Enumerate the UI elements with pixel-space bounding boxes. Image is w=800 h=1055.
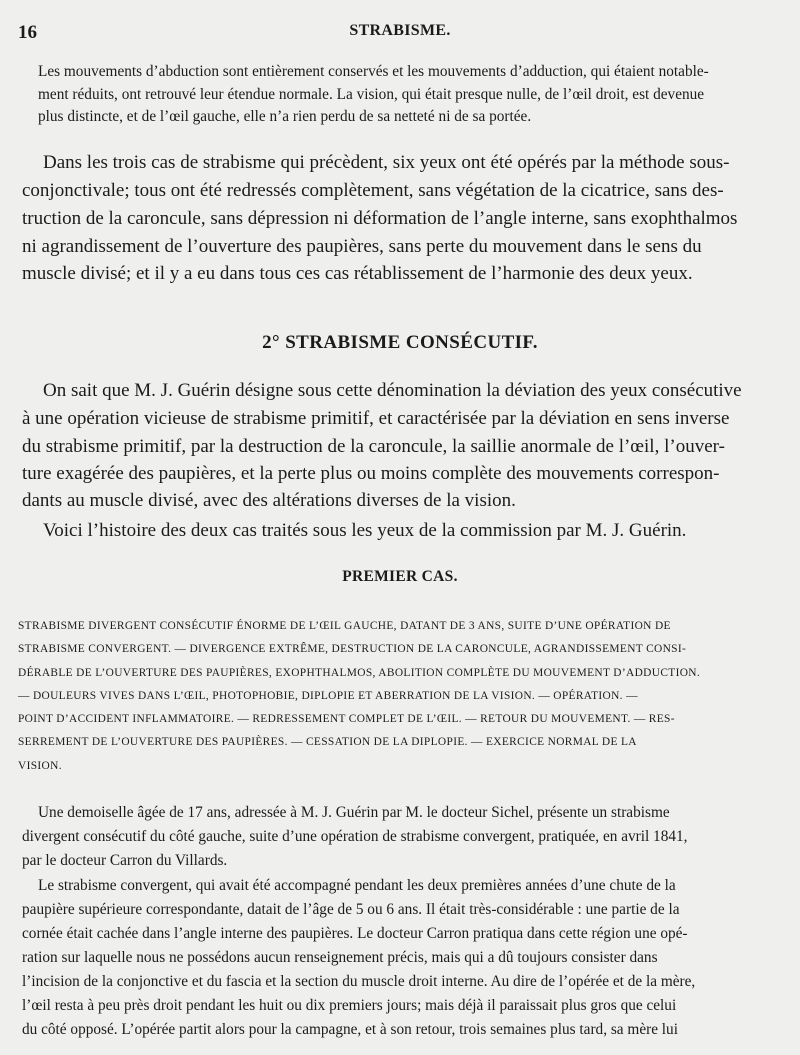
text-line: divergent consécutif du côté gauche, suite d’une opération de strabisme convergent, pratiquée, en avril 1841, [22,828,688,845]
text-line: ration sur laquelle nous ne possédons aucun renseignement précis, mais qui a dû toujours consister dans [22,949,658,966]
text-line: SERREMENT DE L’OUVERTURE DES PAUPIÈRES. — CESSATION DE LA DIPLOPIE. — EXERCICE NORMAL DE LA [18,736,637,748]
section-title: 2° STRABISME CONSÉCUTIF. [262,332,538,353]
text-line: Dans les trois cas de strabisme qui précèdent, six yeux ont été opérés par la méthode sous- [43,152,730,173]
text-line: Le strabisme convergent, qui avait été accompagné pendant les deux premières années d’une chute de la [38,877,676,894]
text-line: On sait que M. J. Guérin désigne sous cette dénomination la déviation des yeux consécutive [43,380,742,401]
text-line: — DOULEURS VIVES DANS L’ŒIL, PHOTOPHOBIE, DIPLOPIE ET ABERRATION DE LA VISION. — OPÉRATION. — [18,690,638,702]
text-line: à une opération vicieuse de strabisme primitif, et caractérisée par la déviation en sens inverse [22,408,730,429]
text-line: cornée était cachée dans l’angle interne des paupières. Le docteur Carron pratiqua dans cette région une opé- [22,925,688,942]
page-header [0,18,800,46]
text-line: l’œil resta à peu près droit pendant les huit ou dix premiers jours; mais déjà il paraissait plus gros que celui [22,997,677,1014]
text-line: DÉRABLE DE L’OUVERTURE DES PAUPIÈRES, EXOPHTHALMOS, ABOLITION COMPLÈTE DU MOUVEMENT D’ADDUCTION. [18,667,701,679]
text-line: ture exagérée des paupières, et la perte plus ou moins complète des mouvements correspon- [22,463,720,484]
subsection-title: PREMIER CAS. [342,568,458,585]
text-line: Les mouvements d’abduction sont entièrement conservés et les mouvements d’adduction, qui étaient notable- [38,63,709,80]
text-line: ment réduits, ont retrouvé leur étendue normale. La vision, qui était presque nulle, de l’œil droit, est devenue [38,86,705,103]
text-line: du strabisme primitif, par la destruction de la caroncule, la saillie anormale de l’œil, l’ouver- [22,436,725,457]
text-line: paupière supérieure correspondante, datait de l’âge de 5 ou 6 ans. Il était très-considérable : une partie de la [22,901,680,918]
text-line: POINT D’ACCIDENT INFLAMMATOIRE. — REDRESSEMENT COMPLET DE L’ŒIL. — RETOUR DU MOUVEMENT. — RES- [18,713,675,725]
text-line: plus distincte, et de l’œil gauche, elle n’a rien perdu de sa netteté ni de sa portée. [38,108,532,125]
text-line: Voici l’histoire des deux cas traités sous les yeux de la commission par M. J. Guérin. [43,520,687,541]
text-line: muscle divisé; et il y a eu dans tous ces cas rétablissement de l’harmonie des deux yeux. [22,263,693,284]
text-line: STRABISME DIVERGENT CONSÉCUTIF ÉNORME DE L’ŒIL GAUCHE, DATANT DE 3 ANS, SUITE D’UNE OPÉRATION DE [18,620,671,632]
text-line: conjonctivale; tous ont été redressés complètement, sans végétation de la cicatrice, sans des- [22,180,724,201]
text-line: Une demoiselle âgée de 17 ans, adressée à M. J. Guérin par M. le docteur Sichel, présente un strabisme [38,804,670,821]
text-line: par le docteur Carron du Villards. [22,852,228,869]
text-line: truction de la caroncule, sans dépression ni déformation de l’angle interne, sans exophthalmos [22,208,738,229]
text-line: l’incision de la conjonctive et du fascia et la section du muscle droit interne. Au dire de l’opérée et de la mère, [22,973,696,990]
page-number: 16 [18,22,37,43]
text-line: VISION. [18,760,62,772]
text-line: du côté opposé. L’opérée partit alors pour la campagne, et à son retour, trois semaines plus tard, sa mère lui [22,1021,678,1038]
text-line: STRABISME CONVERGENT. — DIVERGENCE EXTRÊME, DESTRUCTION DE LA CARONCULE, AGRANDISSEMENT CONSI- [18,643,687,655]
running-title: STRABISME. [349,22,451,39]
text-line: dants au muscle divisé, avec des altérations diverses de la vision. [22,490,516,511]
text-line: ni agrandissement de l’ouverture des paupières, sans perte du mouvement dans le sens du [22,236,702,257]
